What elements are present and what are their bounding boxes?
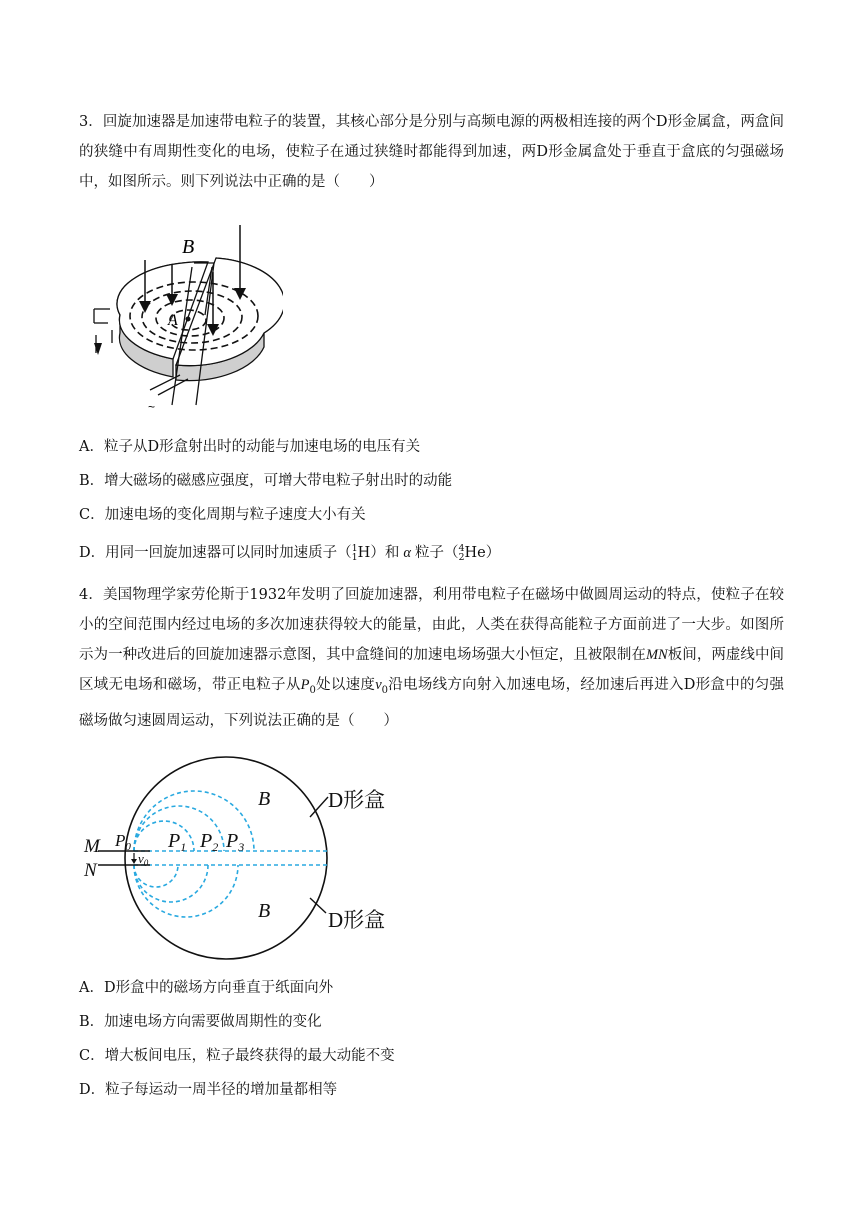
- helium-nuclide: 4 2: [458, 543, 465, 563]
- q3-option-a: A．粒子从D形盒射出时的动能与加速电场的电压有关: [79, 439, 421, 455]
- label-b: B: [182, 236, 195, 258]
- q3-option-d-pre: D．用同一回旋加速器可以同时加速质子（: [79, 545, 352, 561]
- particle-path: [134, 791, 327, 917]
- q3-option-d: D．用同一回旋加速器可以同时加速质子（1 1H）和 α 粒子（4 2He）: [79, 543, 501, 563]
- q4-option-d: D．粒子每运动一周半径的增加量都相等: [79, 1082, 338, 1098]
- d-box-outline: [125, 757, 327, 959]
- proton-nuclide: 1 1: [351, 543, 358, 563]
- svg-text:N: N: [84, 860, 97, 881]
- q4-option-a: A．D形盒中的磁场方向垂直于纸面向外: [79, 980, 334, 996]
- label-p1: $P_1$: [168, 830, 187, 854]
- q4-option-c: C．增大板间电压，粒子最终获得的最大动能不变: [79, 1048, 395, 1064]
- exit-arrow-icon: [94, 343, 102, 355]
- svg-text:M: M: [84, 836, 100, 857]
- label-p3: $P_3$: [226, 830, 245, 854]
- label-d-box-bottom: D形盒: [328, 908, 386, 932]
- q3-option-b: B．增大磁场的磁感应强度，可增大带电粒子射出时的动能: [79, 473, 453, 489]
- label-b-top: B: [258, 788, 271, 810]
- label-p2: $P_2$: [200, 830, 219, 854]
- center-point-a: [186, 317, 191, 322]
- ac-source-label: ~: [148, 400, 156, 414]
- v0-arrow-icon: [131, 859, 137, 864]
- label-p0: $P_0$: [115, 831, 131, 853]
- q3-stem: 3．回旋加速器是加速带电粒子的装置，其核心部分是分别与高频电源的两极相连接的两个D形金属盒，两盒间的狭缝中有周期性变化的电场，使粒子在通过狭缝时都能得到加速，两D形金属盒处于垂直于盒底的匀强磁场中，如图所示。则下列说法中正确的是（ ）: [79, 114, 784, 190]
- q3-cyclotron-figure: [88, 215, 283, 415]
- q4-stem: 4．美国物理学家劳伦斯于1932年发明了回旋加速器，利用带电粒子在磁场中做圆周运动的特点，使粒子在较小的空间范围内经过电场的多次加速获得较大的能量，由此，人类在获得高能粒子方面前进了一大步。如图所示为一种改进后的回旋加速器示意图，其中盒缝间的加速电场场强大小恒定，且被限制在MN板间，两虚线中间区域无电场和磁场，带正电粒子从$P_0$处以速度$v_0$沿电场线方向射入加速电场，经加速后再进入D形盒中的匀强磁场做匀速圆周运动，下列说法正确的是（ ）: [79, 587, 785, 729]
- label-d-box-top: D形盒: [328, 788, 386, 812]
- q4-improved-cyclotron-figure: [78, 755, 398, 970]
- label-b-bottom: B: [258, 900, 271, 922]
- label-v0: $v_0$: [138, 851, 149, 868]
- label-a: A: [168, 312, 178, 329]
- q4-option-b: B．加速电场方向需要做周期性的变化: [79, 1014, 322, 1030]
- q3-option-c: C．加速电场的变化周期与粒子速度大小有关: [79, 507, 366, 523]
